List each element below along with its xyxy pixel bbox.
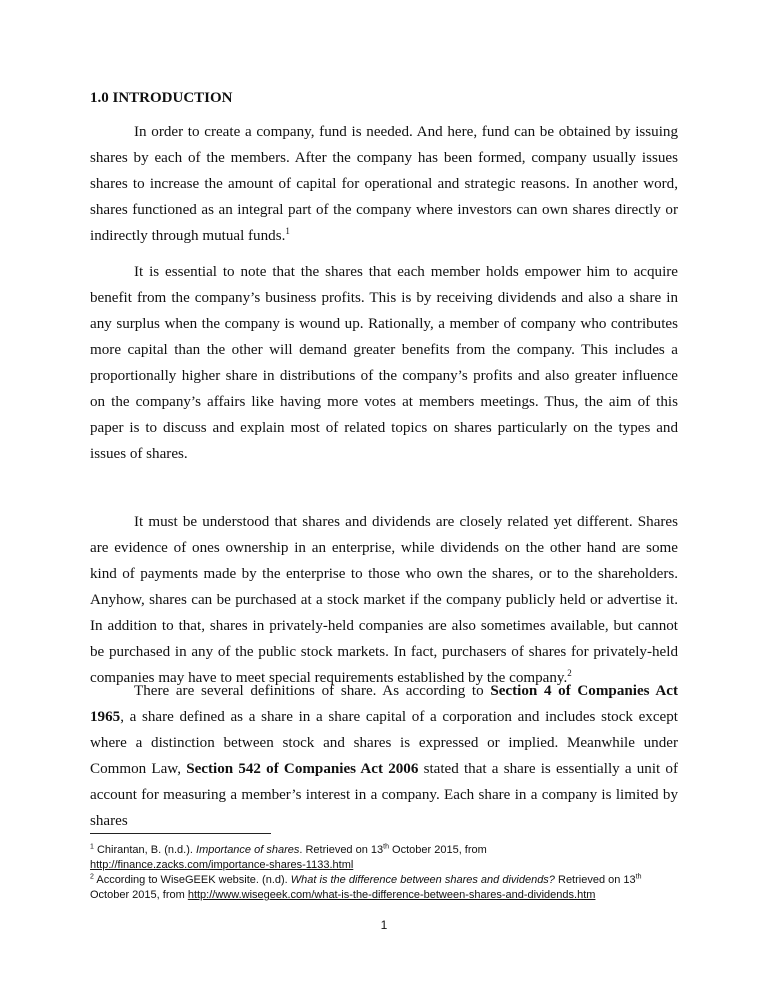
footnote-1-date: October 2015, from — [388, 844, 487, 856]
paragraph-1-text: In order to create a company, fund is needed. And here, fund can be obtained by issuing shares by each of the members. After the company has been formed, company usually issues shares to increase the amount of capital for operational and strategic reasons. In another word, shares functioned as an integral part of the company where investors can own shares directly or indirectly through mutual funds. — [90, 124, 678, 244]
footnote-ref-1[interactable]: 1 — [285, 225, 290, 236]
footnote-divider — [90, 833, 271, 834]
footnote-2-author: According to WiseGEEK website. (n.d). — [93, 874, 291, 886]
footnote-ref-2[interactable]: 2 — [567, 667, 572, 678]
footnote-1-author: Chirantan, B. (n.d.). — [93, 844, 197, 856]
footnote-2-ordinal: th — [635, 873, 642, 881]
section-heading: 1.0 INTRODUCTION — [90, 90, 233, 106]
paragraph-1 — [90, 119, 678, 249]
paragraph-4-text-a: There are several definitions of share. As according to — [134, 683, 491, 699]
act-1965-reference: Section 4 of Companies Act 1965 — [90, 683, 678, 725]
footnote-1-ordinal: th — [383, 843, 389, 851]
footnote-1-retrieved: . Retrieved on 13 — [299, 844, 384, 856]
footnote-2-link[interactable]: http://www.wisegeek.com/what-is-the-difference-between-shares-and-dividends.htm — [187, 889, 596, 901]
paragraph-4-text-c: stated that a share is essentially a unit of account for measuring a member’s interest in a company. Each share in a company is limited by shares — [90, 761, 679, 829]
footnote-2 — [90, 873, 690, 903]
footnote-1-number: 1 — [90, 843, 94, 851]
footnote-1-link[interactable]: http://finance.zacks.com/importance-shares-1133.html — [90, 859, 354, 871]
footnote-2-number: 2 — [90, 873, 94, 881]
act-2006-reference: Section 542 of Companies Act 2006 — [186, 761, 419, 777]
footnote-1-title: Importance of shares — [196, 844, 300, 856]
page-number: 1 — [380, 918, 388, 932]
footnote-1 — [90, 843, 690, 873]
paragraph-3-text: It must be understood that shares and dividends are closely related yet different. Shares are evidence of ones ownership in an enterprise, while dividends on the other hand are some kind of payments made by the enterprise to those who own the shares, or to the shareholders. Anyhow, shares can be purchased at a stock market if the company publicly held or advertise it. In addition to that, shares in privately-held companies are also sometimes available, but cannot be purchased in any of the public stock markets. In fact, purchasers of shares for privately-held companies may have to meet special requirements established by the company. — [90, 514, 678, 686]
paragraph-4 — [90, 678, 678, 834]
footnote-2-title: What is the difference between shares and dividends? — [290, 874, 555, 886]
footnote-2-date: October 2015, from — [90, 889, 188, 901]
paragraph-2-text: It is essential to note that the shares that each member holds empower him to acquire benefit from the company’s business profits. This is by receiving dividends and also a share in any surplus when the company is wound up. Rationally, a member of company who contributes more capital than the other will demand greater benefits from the company. This includes a proportionally higher share in distributions of the company’s profits and also greater influence on the company’s affairs like having more votes at members meetings. Thus, the aim of this paper is to discuss and explain most of related topics on shares particularly on the types and issues of shares. — [90, 264, 678, 462]
footnote-2-retrieved: Retrieved on 13 — [554, 874, 636, 886]
paragraph-2 — [90, 259, 678, 467]
paragraph-3 — [90, 509, 678, 691]
paragraph-4-text-b: , a share defined as a share in a share capital of a corporation and includes stock except where a distinction between stock and shares is expressed or implied. Meanwhile under Common Law, — [90, 709, 678, 777]
